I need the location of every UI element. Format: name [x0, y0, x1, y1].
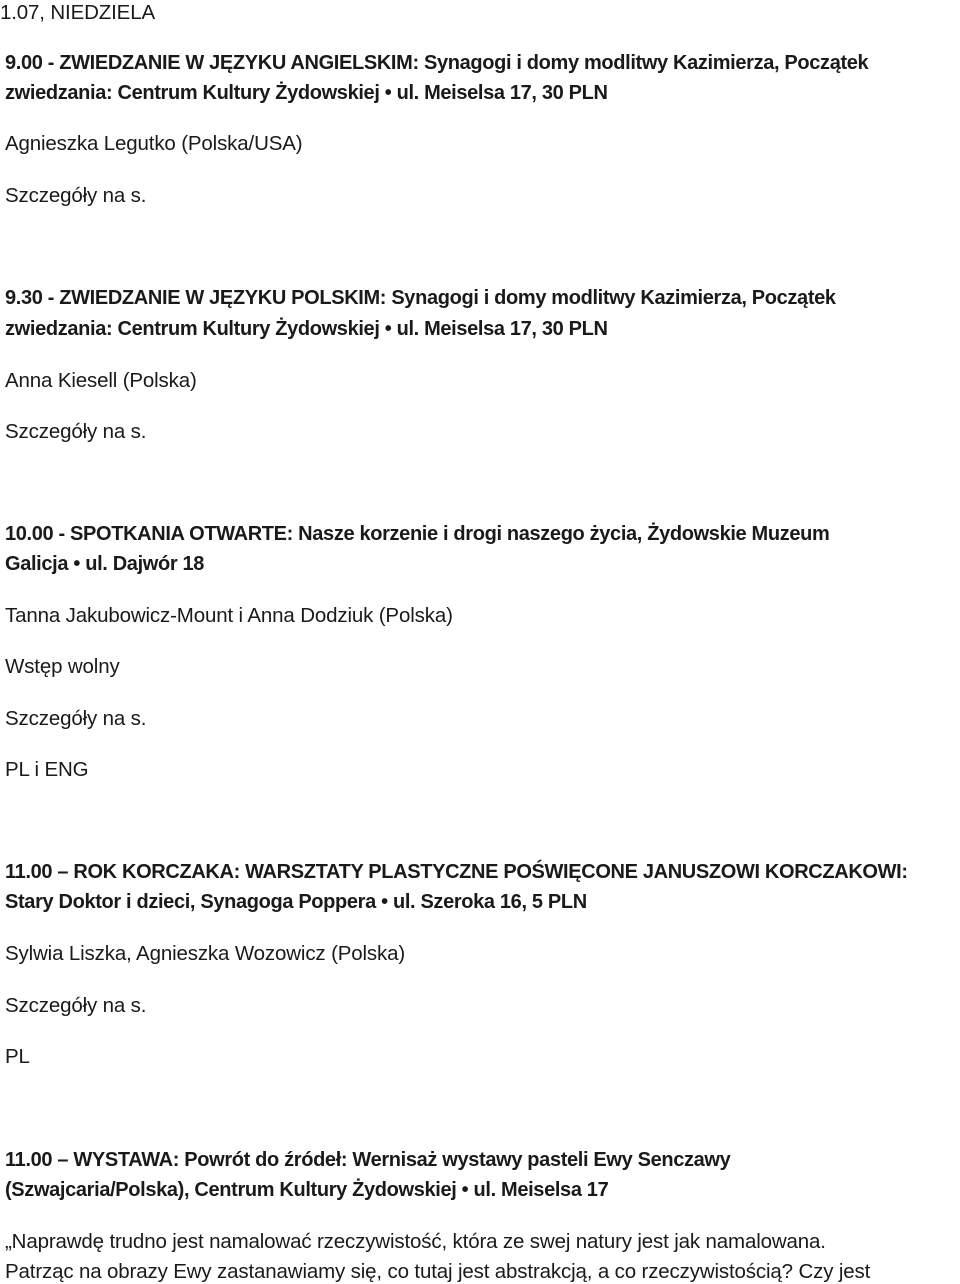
event-guide: Tanna Jakubowicz-Mount i Anna Dodziuk (Polska) [5, 604, 453, 627]
event-guide: Anna Kiesell (Polska) [5, 369, 197, 392]
event-language: PL i ENG [5, 758, 89, 781]
event-title-line: zwiedzania: Centrum Kultury Żydowskiej • ul. Meiselsa 17, 30 PLN [5, 82, 608, 104]
event-quote-line: Patrząc na obrazy Ewy zastanawiamy się, co tutaj jest abstrakcją, a co rzeczywistością? Czy jest [5, 1260, 871, 1283]
event-details-link[interactable]: Szczegóły na s. [5, 994, 147, 1017]
event-title-line: zwiedzania: Centrum Kultury Żydowskiej • ul. Meiselsa 17, 30 PLN [5, 318, 608, 340]
date-heading: 1.07, NIEDZIELA [0, 1, 155, 24]
event-title-line: 11.00 – WYSTAWA: Powrót do źródeł: Wernisaż wystawy pasteli Ewy Senczawy [5, 1149, 731, 1171]
event-title-line: Stary Doktor i dzieci, Synagoga Poppera • ul. Szeroka 16, 5 PLN [5, 891, 587, 913]
event-admission: Wstęp wolny [5, 655, 120, 678]
event-title-line: 10.00 - SPOTKANIA OTWARTE: Nasze korzenie i drogi naszego życia, Żydowskie Muzeum [5, 523, 830, 545]
event-title-line: 9.00 - ZWIEDZANIE W JĘZYKU ANGIELSKIM: Synagogi i domy modlitwy Kazimierza, Początek [5, 52, 869, 74]
event-details-link[interactable]: Szczegóły na s. [5, 184, 147, 207]
event-title-line: (Szwajcaria/Polska), Centrum Kultury Żydowskiej • ul. Meiselsa 17 [5, 1179, 609, 1201]
event-title-line: 9.30 - ZWIEDZANIE W JĘZYKU POLSKIM: Synagogi i domy modlitwy Kazimierza, Początek [5, 287, 836, 309]
event-details-link[interactable]: Szczegóły na s. [5, 707, 147, 730]
event-title-line: 11.00 – ROK KORCZAKA: WARSZTATY PLASTYCZNE POŚWIĘCONE JANUSZOWI KORCZAKOWI: [5, 861, 908, 883]
event-details-link[interactable]: Szczegóły na s. [5, 420, 147, 443]
event-title-line: Galicja • ul. Dajwór 18 [5, 553, 205, 575]
event-quote-line: „Naprawdę trudno jest namalować rzeczywistość, która ze swej natury jest jak namalowana. [5, 1230, 826, 1253]
event-guide: Sylwia Liszka, Agnieszka Wozowicz (Polska) [5, 942, 406, 965]
event-language: PL [5, 1045, 30, 1068]
event-guide: Agnieszka Legutko (Polska/USA) [5, 132, 303, 155]
